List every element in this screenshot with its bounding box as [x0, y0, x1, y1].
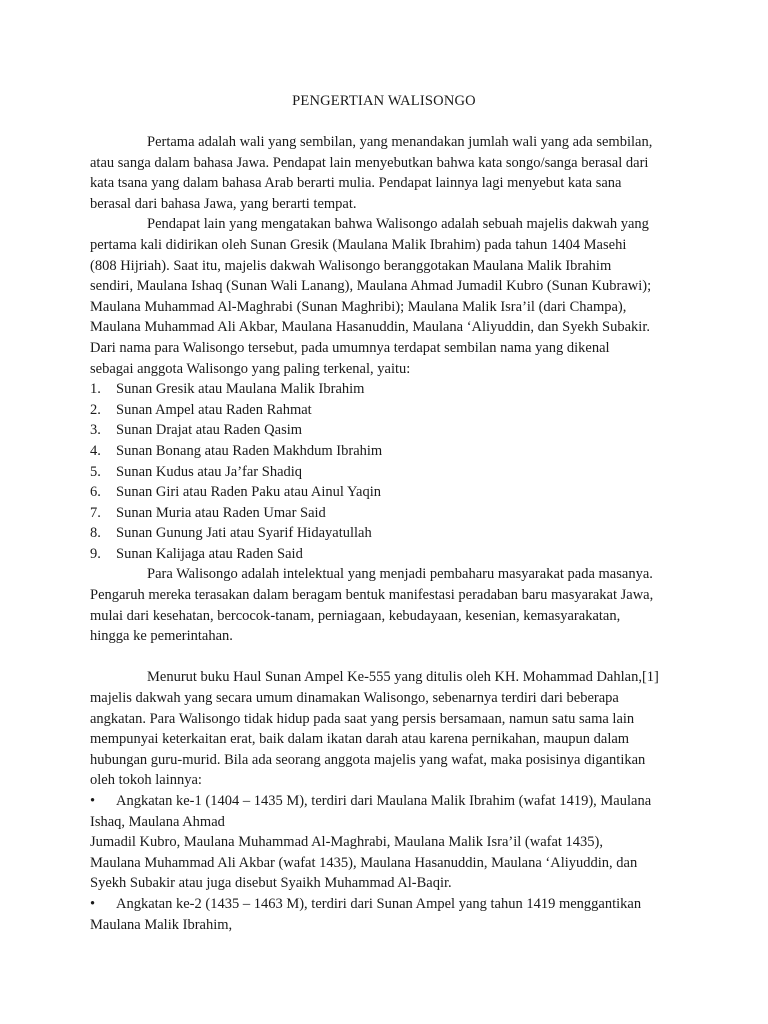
- text-line: kata tsana yang dalam bahasa Arab berarti mulia. Pendapat lainnya lagi menyebut kata sana: [90, 175, 622, 192]
- list-item: [90, 523, 690, 544]
- text-line: (808 Hijriah). Saat itu, majelis dakwah Walisongo beranggotakan Maulana Malik Ibrahim: [90, 257, 612, 274]
- bullet-icon: •: [90, 895, 96, 912]
- list-text: Sunan Giri atau Raden Paku atau Ainul Yaqin: [116, 484, 382, 501]
- bullet-text: Angkatan ke-2 (1435 – 1463 M), terdiri dari Sunan Ampel yang tahun 1419 menggantikan: [116, 895, 642, 912]
- text-line: sendiri, Maulana Ishaq (Sunan Wali Lanang), Maulana Ahmad Jumadil Kubro (Sunan Kubrawi);: [90, 278, 652, 295]
- document-body: [90, 132, 690, 935]
- list-text: Sunan Bonang atau Raden Makhdum Ibrahim: [116, 442, 383, 459]
- text-line: sebagai anggota Walisongo yang paling terkenal, yaitu:: [90, 360, 411, 377]
- paragraph-4: [90, 667, 690, 791]
- bullet-item-angkatan-2: [90, 894, 690, 935]
- bullet-icon: •: [90, 793, 96, 809]
- list-text: Sunan Drajat atau Raden Qasim: [116, 422, 303, 439]
- list-text: Sunan Ampel atau Raden Rahmat: [116, 401, 312, 418]
- list-number: 1.: [90, 381, 101, 398]
- list-text: Sunan Gunung Jati atau Syarif Hidayatullah: [116, 525, 372, 542]
- list-number: 3.: [90, 422, 101, 439]
- walisongo-list: [90, 379, 690, 564]
- list-number: 6.: [90, 484, 101, 501]
- text-line: Pertama adalah wali yang sembilan, yang menandakan jumlah wali yang ada sembilan,: [147, 134, 653, 150]
- list-text: Sunan Kalijaga atau Raden Said: [116, 545, 303, 562]
- text-line: Menurut buku Haul Sunan Ampel Ke-555 yang ditulis oleh KH. Mohammad Dahlan,[1]: [147, 669, 659, 686]
- bullet-line: [90, 894, 690, 915]
- text-line: mulai dari kesehatan, bercocok-tanam, perniagaan, kebudayaan, kesenian, kemasyarakatan,: [90, 607, 621, 624]
- list-item: [90, 441, 690, 462]
- list-number: 5.: [90, 463, 101, 480]
- list-item: [90, 420, 690, 441]
- list-number: 9.: [90, 545, 101, 562]
- list-item: [90, 544, 690, 565]
- text-line: Para Walisongo adalah intelektual yang menjadi pembaharu masyarakat pada masanya.: [147, 566, 653, 583]
- text-line: Syekh Subakir atau juga disebut Syaikh Muhammad Al-Baqir.: [90, 875, 452, 892]
- paragraph-2: [90, 214, 690, 379]
- text-line: Pengaruh mereka terasakan dalam beragam bentuk manifestasi peradaban baru masyarakat Jawa,: [90, 587, 654, 604]
- list-text: Sunan Muria atau Raden Umar Said: [116, 504, 326, 521]
- bullet-text: Angkatan ke-1 (1404 – 1435 M), terdiri dari Maulana Malik Ibrahim (wafat 1419), Maulana: [116, 793, 652, 809]
- text-line: Maulana Muhammad Ali Akbar, Maulana Hasanuddin, Maulana ‘Aliyuddin, dan Syekh Subakir.: [90, 319, 650, 336]
- blank-line: [90, 647, 690, 668]
- list-item: [90, 379, 690, 400]
- text-line: hingga ke pemerintahan.: [90, 628, 233, 645]
- paragraph-1: [90, 132, 690, 214]
- text-line: atau sanga dalam bahasa Jawa. Pendapat lain menyebutkan bahwa kata songo/sanga berasal dari: [90, 154, 649, 171]
- list-item: [90, 482, 690, 503]
- list-number: 4.: [90, 442, 101, 459]
- text-line: hubungan guru-murid. Bila ada seorang anggota majelis yang wafat, maka posisinya digantikan: [90, 751, 646, 768]
- text-line: Ishaq, Maulana Ahmad: [90, 813, 225, 830]
- list-number: 8.: [90, 525, 101, 542]
- text-line: Maulana Muhammad Al-Maghrabi (Sunan Maghribi); Maulana Malik Isra’il (dari Champa),: [90, 298, 627, 315]
- list-number: 2.: [90, 401, 101, 418]
- text-line: angkatan. Para Walisongo tidak hidup pada saat yang persis bersamaan, namun satu sama lain: [90, 710, 635, 727]
- bullet-line: [90, 791, 690, 812]
- text-line: oleh tokoh lainnya:: [90, 772, 202, 789]
- list-item: [90, 400, 690, 421]
- list-number: 7.: [90, 504, 101, 521]
- text-line: Maulana Muhammad Ali Akbar (wafat 1435), Maulana Hasanuddin, Maulana ‘Aliyuddin, dan: [90, 854, 638, 871]
- paragraph-3: [90, 564, 690, 646]
- text-line: majelis dakwah yang secara umum dinamakan Walisongo, sebenarnya terdiri dari beberapa: [90, 690, 619, 707]
- text-line: berasal dari bahasa Jawa, yang berarti tempat.: [90, 195, 357, 212]
- list-text: Sunan Gresik atau Maulana Malik Ibrahim: [116, 381, 365, 398]
- text-line: Pendapat lain yang mengatakan bahwa Walisongo adalah sebuah majelis dakwah yang: [147, 216, 649, 233]
- text-line: Dari nama para Walisongo tersebut, pada umumnya terdapat sembilan nama yang dikenal: [90, 339, 610, 356]
- text-line: mempunyai keterkaitan erat, baik dalam ikatan darah atau karena pernikahan, maupun dalam: [90, 731, 630, 748]
- bullet-item-angkatan-1: [90, 791, 690, 894]
- text-line: pertama kali didirikan oleh Sunan Gresik (Maulana Malik Ibrahim) pada tahun 1404 Masehi: [90, 236, 627, 253]
- list-item: [90, 462, 690, 483]
- list-item: [90, 503, 690, 524]
- document-title: PENGERTIAN WALISONGO: [292, 93, 476, 109]
- text-line: Jumadil Kubro, Maulana Muhammad Al-Maghrabi, Maulana Malik Isra’il (wafat 1435),: [90, 834, 604, 851]
- list-text: Sunan Kudus atau Ja’far Shadiq: [116, 463, 303, 480]
- text-line: Maulana Malik Ibrahim,: [90, 916, 233, 933]
